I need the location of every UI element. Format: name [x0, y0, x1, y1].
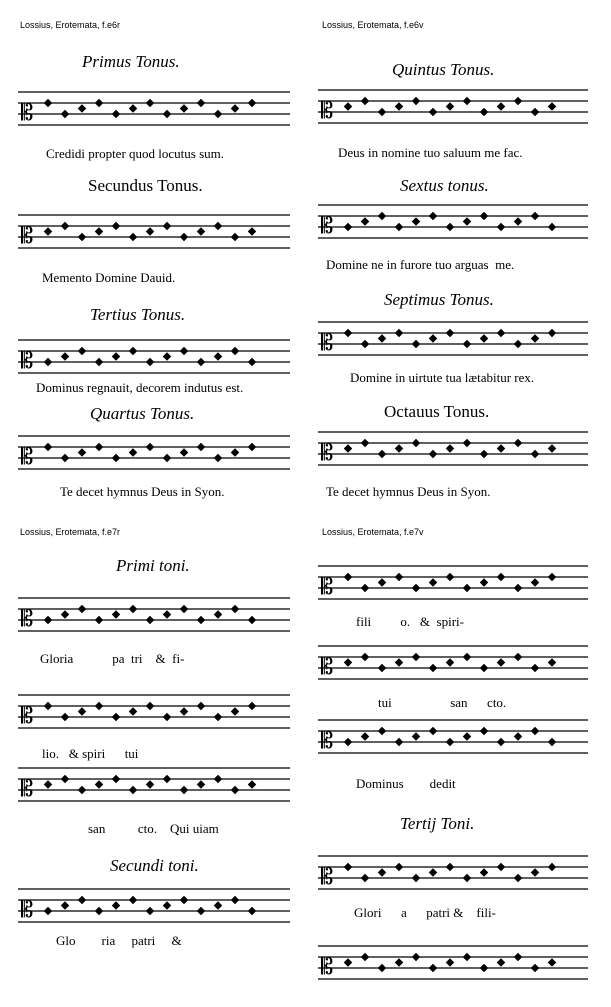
note-head	[344, 958, 352, 966]
note-head	[378, 450, 386, 458]
note-head	[112, 110, 120, 118]
music-staff	[18, 598, 290, 631]
note-head	[514, 653, 522, 661]
note-head	[95, 616, 103, 624]
clef-icon: 𝄡	[21, 349, 34, 374]
music-staff	[318, 322, 588, 355]
note-head	[61, 222, 69, 230]
note-head	[231, 448, 239, 456]
note-head	[531, 964, 539, 972]
note-head	[112, 775, 120, 783]
lyric-e7v-3: Dominus dedit	[356, 776, 456, 791]
note-head	[412, 584, 420, 592]
note-head	[146, 780, 154, 788]
music-staff	[18, 92, 290, 125]
note-head	[497, 329, 505, 337]
note-head	[429, 212, 437, 220]
note-head	[146, 616, 154, 624]
note-head	[463, 953, 471, 961]
note-head	[497, 658, 505, 666]
note-head	[497, 223, 505, 231]
note-head	[361, 874, 369, 882]
note-head	[412, 340, 420, 348]
note-head	[180, 786, 188, 794]
note-head	[112, 610, 120, 618]
clef-icon: 𝄡	[321, 955, 334, 980]
note-head	[344, 863, 352, 871]
note-head	[129, 786, 137, 794]
note-head	[480, 727, 488, 735]
lyric-secundi: Glo ria patri &	[56, 933, 182, 948]
note-head	[378, 108, 386, 116]
note-head	[214, 610, 222, 618]
note-head	[78, 233, 86, 241]
note-head	[44, 227, 52, 235]
note-head	[344, 573, 352, 581]
note-head	[95, 907, 103, 915]
title-quartus: Quartus Tonus.	[90, 404, 195, 423]
note-head	[395, 958, 403, 966]
note-head	[163, 713, 171, 721]
note-head	[361, 953, 369, 961]
note-head	[429, 727, 437, 735]
note-head	[95, 702, 103, 710]
music-staff	[318, 720, 588, 753]
lyric-tertius: Dominus regnauit, decorem indutus est.	[36, 380, 244, 395]
note-head	[163, 222, 171, 230]
note-head	[429, 868, 437, 876]
clef-icon: 𝄡	[321, 865, 334, 890]
note-head	[129, 233, 137, 241]
clef-icon: 𝄡	[21, 224, 34, 249]
note-head	[163, 454, 171, 462]
note-head	[344, 738, 352, 746]
music-staff	[318, 566, 588, 599]
note-head	[429, 108, 437, 116]
note-head	[61, 352, 69, 360]
note-head	[44, 358, 52, 366]
note-head	[361, 584, 369, 592]
note-head	[248, 227, 256, 235]
note-head	[412, 439, 420, 447]
note-head	[497, 738, 505, 746]
note-head	[248, 702, 256, 710]
note-head	[214, 713, 222, 721]
note-head	[163, 610, 171, 618]
music-staff	[18, 436, 290, 469]
note-head	[78, 104, 86, 112]
note-head	[361, 439, 369, 447]
note-head	[344, 658, 352, 666]
note-head	[446, 738, 454, 746]
note-head	[412, 953, 420, 961]
note-head	[163, 901, 171, 909]
note-head	[344, 102, 352, 110]
note-head	[531, 212, 539, 220]
lyric-octauus: Te decet hymnus Deus in Syon.	[326, 484, 491, 499]
note-head	[197, 702, 205, 710]
lyric-primus: Credidi propter quod locutus sum.	[46, 146, 225, 161]
title-octauus: Octauus Tonus.	[384, 402, 490, 421]
note-head	[531, 450, 539, 458]
note-head	[231, 707, 239, 715]
note-head	[531, 727, 539, 735]
title-secundus: Secundus Tonus.	[88, 176, 203, 195]
note-head	[197, 227, 205, 235]
note-head	[146, 99, 154, 107]
note-head	[446, 329, 454, 337]
note-head	[78, 448, 86, 456]
note-head	[480, 964, 488, 972]
note-head	[378, 964, 386, 972]
note-head	[531, 108, 539, 116]
note-head	[78, 605, 86, 613]
note-head	[446, 444, 454, 452]
source-label-e7v: Lossius, Erotemata, f.e7v	[322, 527, 424, 537]
note-head	[514, 340, 522, 348]
title-septimus: Septimus Tonus.	[384, 290, 494, 309]
note-head	[446, 863, 454, 871]
note-head	[395, 223, 403, 231]
note-head	[180, 448, 188, 456]
note-head	[429, 334, 437, 342]
note-head	[180, 707, 188, 715]
note-head	[248, 443, 256, 451]
note-head	[412, 732, 420, 740]
note-head	[61, 610, 69, 618]
note-head	[78, 896, 86, 904]
note-head	[548, 958, 556, 966]
note-head	[463, 97, 471, 105]
note-head	[214, 775, 222, 783]
note-head	[514, 732, 522, 740]
note-head	[231, 347, 239, 355]
note-head	[429, 664, 437, 672]
lyric-sextus: Domine ne in furore tuo arguas me.	[326, 257, 515, 272]
note-head	[480, 450, 488, 458]
note-head	[480, 108, 488, 116]
note-head	[112, 454, 120, 462]
note-head	[44, 907, 52, 915]
note-head	[480, 212, 488, 220]
note-head	[395, 444, 403, 452]
note-head	[95, 358, 103, 366]
note-head	[378, 727, 386, 735]
clef-icon: 𝄡	[21, 777, 34, 802]
note-head	[497, 102, 505, 110]
note-head	[61, 713, 69, 721]
note-head	[497, 573, 505, 581]
note-head	[214, 454, 222, 462]
note-head	[95, 780, 103, 788]
note-head	[231, 896, 239, 904]
note-head	[378, 578, 386, 586]
note-head	[129, 605, 137, 613]
note-head	[514, 874, 522, 882]
note-head	[214, 901, 222, 909]
note-head	[548, 573, 556, 581]
note-head	[248, 780, 256, 788]
note-head	[548, 738, 556, 746]
note-head	[146, 443, 154, 451]
note-head	[429, 578, 437, 586]
note-head	[497, 958, 505, 966]
note-head	[214, 222, 222, 230]
note-head	[146, 358, 154, 366]
note-head	[146, 227, 154, 235]
lyric-quintus: Deus in nomine tuo saluum me fac.	[338, 145, 523, 160]
note-head	[463, 584, 471, 592]
clef-icon: 𝄡	[321, 655, 334, 680]
note-head	[480, 664, 488, 672]
note-head	[463, 653, 471, 661]
note-head	[231, 233, 239, 241]
note-head	[163, 775, 171, 783]
music-staff	[318, 856, 588, 889]
lyric-e7v-2: tui san cto.	[378, 695, 507, 710]
note-head	[378, 212, 386, 220]
note-head	[463, 874, 471, 882]
note-head	[197, 358, 205, 366]
note-head	[497, 863, 505, 871]
note-head	[61, 454, 69, 462]
note-head	[146, 907, 154, 915]
note-head	[548, 863, 556, 871]
note-head	[446, 958, 454, 966]
clef-icon: 𝄡	[321, 214, 334, 239]
note-head	[480, 868, 488, 876]
note-head	[480, 334, 488, 342]
note-head	[95, 227, 103, 235]
note-head	[248, 99, 256, 107]
note-head	[412, 653, 420, 661]
note-head	[112, 352, 120, 360]
note-head	[112, 222, 120, 230]
clef-icon: 𝄡	[321, 331, 334, 356]
note-head	[548, 223, 556, 231]
note-head	[44, 702, 52, 710]
note-head	[531, 578, 539, 586]
note-head	[248, 616, 256, 624]
note-head	[180, 605, 188, 613]
note-head	[514, 953, 522, 961]
note-head	[395, 573, 403, 581]
note-head	[395, 329, 403, 337]
note-head	[446, 573, 454, 581]
note-head	[248, 907, 256, 915]
note-head	[163, 110, 171, 118]
title-quintus: Quintus Tonus.	[392, 60, 495, 79]
note-head	[429, 964, 437, 972]
source-label-e7r: Lossius, Erotemata, f.e7r	[20, 527, 121, 537]
note-head	[480, 578, 488, 586]
note-head	[197, 907, 205, 915]
note-head	[548, 102, 556, 110]
lyric-quartus: Te decet hymnus Deus in Syon.	[60, 484, 225, 499]
title-secundi: Secundi toni.	[110, 856, 199, 875]
lyric-e7v-1: fili o. & spiri-	[356, 614, 464, 629]
note-head	[78, 707, 86, 715]
note-head	[44, 443, 52, 451]
note-head	[463, 439, 471, 447]
note-head	[378, 664, 386, 672]
music-staff	[18, 695, 290, 728]
note-head	[395, 863, 403, 871]
note-head	[514, 584, 522, 592]
note-head	[95, 443, 103, 451]
note-head	[463, 340, 471, 348]
note-head	[214, 352, 222, 360]
note-head	[180, 104, 188, 112]
note-head	[78, 786, 86, 794]
note-head	[231, 104, 239, 112]
lyric-primi-2: lio. & spiri tui	[42, 746, 139, 761]
note-head	[514, 217, 522, 225]
note-head	[44, 616, 52, 624]
note-head	[361, 732, 369, 740]
lyric-e7v-4: Glori a patri & fili-	[354, 905, 496, 920]
clef-icon: 𝄡	[321, 441, 334, 466]
music-staff	[18, 889, 290, 922]
note-head	[412, 97, 420, 105]
note-head	[531, 868, 539, 876]
note-head	[197, 443, 205, 451]
title-primi: Primi toni.	[116, 556, 190, 575]
note-head	[548, 658, 556, 666]
music-staff	[18, 340, 290, 373]
note-head	[395, 738, 403, 746]
note-head	[395, 658, 403, 666]
note-head	[344, 444, 352, 452]
note-head	[412, 874, 420, 882]
note-head	[378, 334, 386, 342]
note-head	[514, 439, 522, 447]
note-head	[446, 223, 454, 231]
music-staff	[318, 205, 588, 238]
note-head	[129, 448, 137, 456]
clef-icon: 𝄡	[21, 445, 34, 470]
note-head	[129, 347, 137, 355]
note-head	[146, 702, 154, 710]
note-head	[344, 223, 352, 231]
note-head	[180, 896, 188, 904]
note-head	[78, 347, 86, 355]
note-head	[531, 664, 539, 672]
note-head	[197, 99, 205, 107]
note-head	[514, 97, 522, 105]
note-head	[197, 780, 205, 788]
note-head	[463, 217, 471, 225]
note-head	[112, 901, 120, 909]
note-head	[378, 868, 386, 876]
note-head	[163, 352, 171, 360]
note-head	[361, 340, 369, 348]
note-head	[446, 658, 454, 666]
note-head	[180, 347, 188, 355]
note-head	[129, 104, 137, 112]
note-head	[361, 217, 369, 225]
note-head	[112, 713, 120, 721]
note-head	[129, 707, 137, 715]
note-head	[61, 775, 69, 783]
note-head	[497, 444, 505, 452]
lyric-septimus: Domine in uirtute tua lætabitur rex.	[350, 370, 535, 385]
note-head	[44, 780, 52, 788]
note-head	[548, 329, 556, 337]
title-tertij: Tertij Toni.	[400, 814, 475, 833]
note-head	[412, 217, 420, 225]
title-tertius: Tertius Tonus.	[90, 305, 186, 324]
note-head	[197, 616, 205, 624]
note-head	[61, 901, 69, 909]
clef-icon: 𝄡	[21, 898, 34, 923]
note-head	[61, 110, 69, 118]
note-head	[248, 358, 256, 366]
note-head	[446, 102, 454, 110]
title-sextus: Sextus tonus.	[400, 176, 489, 195]
note-head	[531, 334, 539, 342]
lyric-secundus: Memento Domine Dauid.	[42, 270, 176, 285]
clef-icon: 𝄡	[21, 101, 34, 126]
note-head	[214, 110, 222, 118]
clef-icon: 𝄡	[321, 99, 334, 124]
lyric-primi-3: san cto. Qui uiam	[88, 821, 219, 836]
note-head	[361, 97, 369, 105]
clef-icon: 𝄡	[21, 704, 34, 729]
note-head	[129, 896, 137, 904]
note-head	[463, 732, 471, 740]
note-head	[548, 444, 556, 452]
note-head	[95, 99, 103, 107]
note-head	[231, 786, 239, 794]
clef-icon: 𝄡	[21, 607, 34, 632]
clef-icon: 𝄡	[321, 575, 334, 600]
note-head	[395, 102, 403, 110]
note-head	[231, 605, 239, 613]
note-head	[180, 233, 188, 241]
title-primus: Primus Tonus.	[82, 52, 180, 71]
source-label-e6v: Lossius, Erotemata, f.e6v	[322, 20, 424, 30]
lyric-primi-1: Gloria pa tri & fi-	[40, 651, 185, 666]
note-head	[429, 450, 437, 458]
source-label-e6r: Lossius, Erotemata, f.e6r	[20, 20, 121, 30]
note-head	[344, 329, 352, 337]
note-head	[361, 653, 369, 661]
note-head	[44, 99, 52, 107]
clef-icon: 𝄡	[321, 729, 334, 754]
